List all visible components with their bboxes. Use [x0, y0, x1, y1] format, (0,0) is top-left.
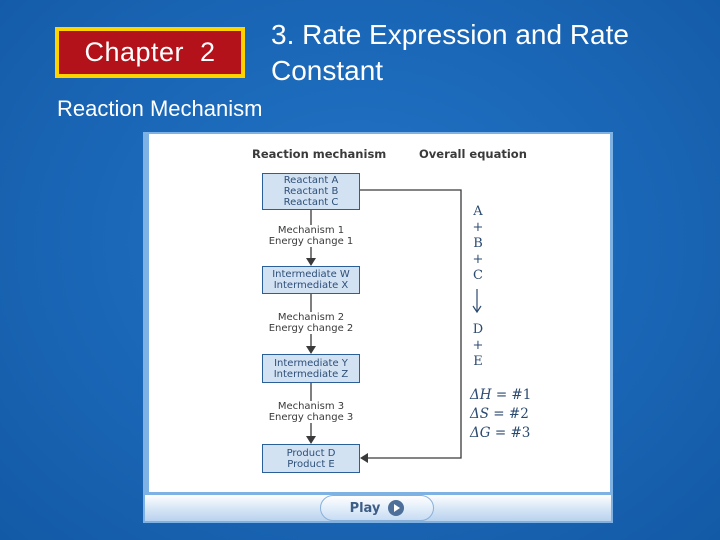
equation-term: A	[473, 204, 483, 219]
reaction-mechanism-header: Reaction mechanism	[252, 147, 387, 161]
thermo-value: = #1	[495, 387, 532, 403]
products-box	[262, 444, 360, 473]
equation-plus: +	[472, 252, 484, 267]
thermo-row-entropy	[470, 405, 531, 424]
thermo-value: = #2	[493, 406, 529, 422]
slide-subtitle: Reaction Mechanism	[57, 96, 263, 121]
equation-plus: +	[472, 338, 484, 353]
equation-plus: +	[472, 220, 484, 235]
box-line: Product D	[286, 447, 336, 459]
intermediates-yz-box	[262, 354, 360, 383]
chapter-badge	[55, 27, 245, 78]
thermo-symbol: ΔG	[470, 425, 491, 441]
overall-equation-header: Overall equation	[419, 147, 527, 161]
mechanism-name: Mechanism 2	[277, 312, 345, 323]
box-line: Intermediate X	[273, 280, 349, 291]
reactants-box	[262, 173, 360, 210]
play-button[interactable]	[320, 495, 434, 521]
box-line: Reactant C	[283, 197, 339, 208]
mechanism-2-label	[258, 312, 364, 334]
mechanism-3-label	[258, 401, 364, 423]
thermo-symbol: ΔS	[470, 406, 489, 422]
play-label: Play	[349, 500, 381, 516]
mechanism-1-label	[258, 225, 364, 247]
thermo-values	[470, 386, 531, 443]
energy-change: Energy change 1	[268, 236, 354, 247]
animation-panel	[149, 134, 610, 492]
energy-change: Energy change 2	[268, 323, 354, 334]
chapter-label: Chapter 2	[59, 31, 241, 74]
mechanism-name: Mechanism 3	[277, 401, 345, 412]
box-line: Product E	[287, 458, 335, 470]
slide-title: 3. Rate Expression and Rate Constant	[271, 19, 629, 86]
equation-reactants	[468, 204, 488, 284]
energy-change: Energy change 3	[268, 412, 354, 423]
thermo-row-gibbs	[470, 424, 531, 443]
intermediates-wx-box	[262, 266, 360, 294]
play-circle-icon	[388, 500, 404, 516]
thermo-value: = #3	[494, 425, 531, 441]
box-line: Reactant A	[283, 175, 339, 186]
equation-term: E	[473, 354, 483, 369]
thermo-symbol: ΔH	[470, 387, 492, 403]
box-line: Reactant B	[283, 186, 339, 197]
mechanism-name: Mechanism 1	[277, 225, 345, 236]
box-line: Intermediate Y	[274, 357, 348, 369]
equation-term: B	[473, 236, 483, 251]
equation-term: D	[472, 322, 484, 337]
box-line: Intermediate Z	[273, 368, 349, 380]
thermo-row-enthalpy	[470, 386, 531, 405]
box-line: Intermediate W	[272, 269, 350, 280]
equation-term: C	[473, 268, 483, 283]
equation-products	[468, 322, 488, 370]
